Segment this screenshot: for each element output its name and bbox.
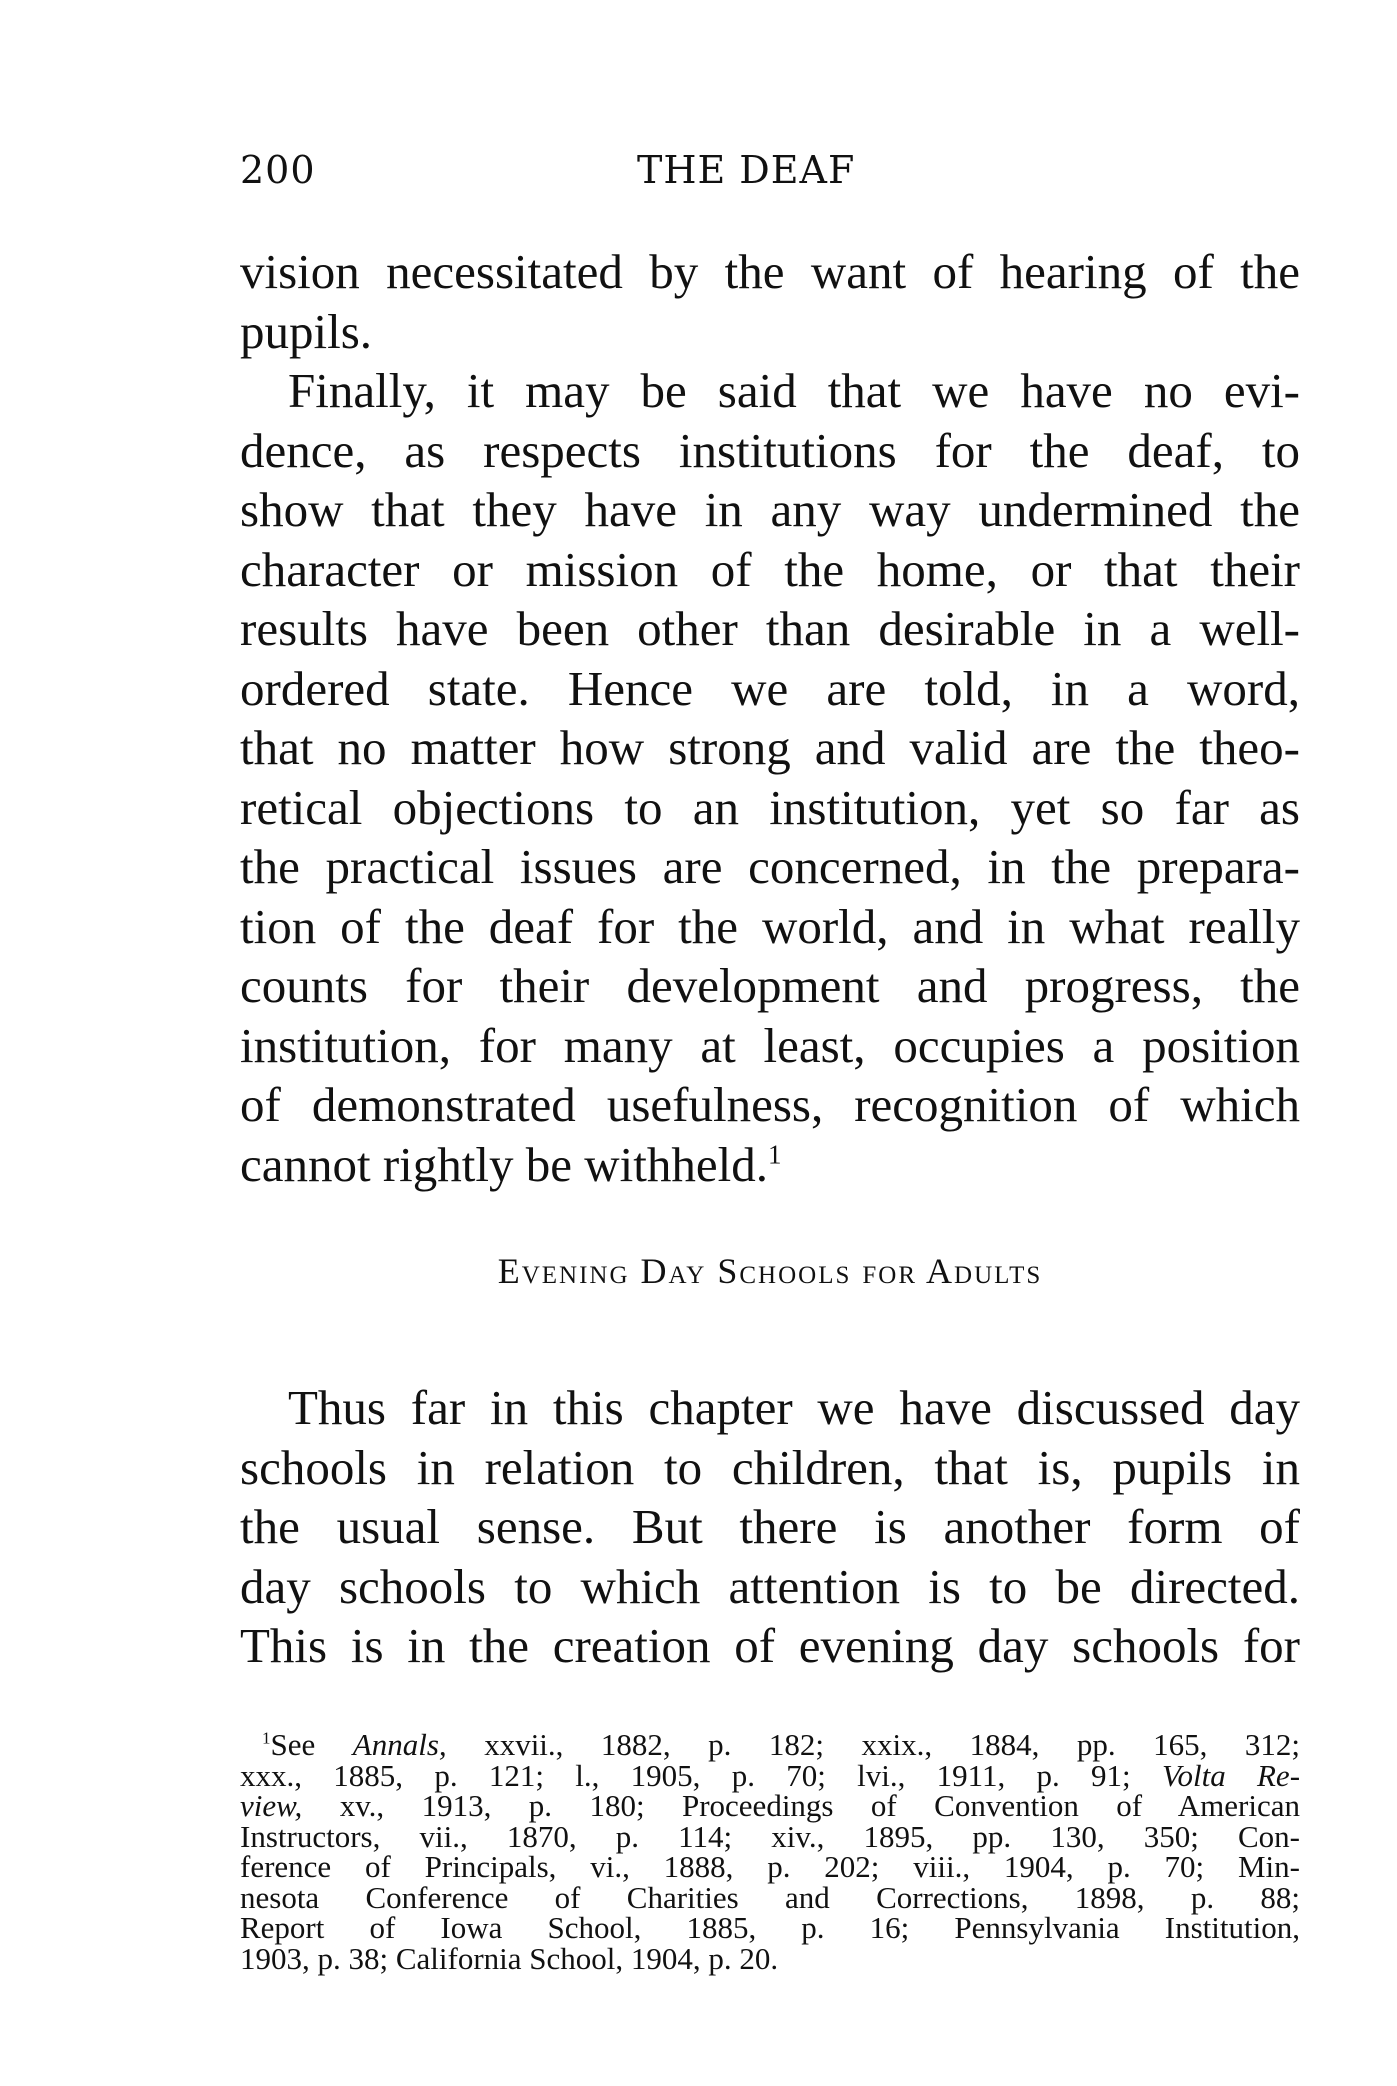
footnote — [240, 1727, 1301, 1976]
footnote-number: 1 — [262, 1728, 271, 1748]
text-line: dence, as respects institutions for the deaf, to — [240, 422, 1300, 478]
text-line: of demonstrated usefulness, recognition of which — [240, 1077, 1300, 1132]
text-line: pupils. — [240, 303, 373, 359]
body-paragraph-1 — [240, 242, 1300, 1194]
text-line: the usual sense. But there is another form of — [240, 1499, 1300, 1554]
footnote-line: Report of Iowa School, 1885, p. 16; Pennsylvania Institution, — [240, 1910, 1300, 1945]
body-paragraph-2 — [240, 1378, 1300, 1676]
text-line: institution, for many at least, occupies a position — [240, 1017, 1300, 1073]
text-line: schools in relation to children, that is, pupils in — [240, 1439, 1300, 1495]
footnote-line: nesota Conference of Charities and Corrections, 1898, p. 88; — [240, 1879, 1300, 1915]
footnote-text: xxx., 1885, p. 121; l., 1905, p. 70; lvi., 1911, p. 91; — [240, 1757, 1131, 1793]
text-line: show that they have in any way undermined the — [240, 482, 1300, 537]
text-line: results have been other than desirable in a well- — [240, 601, 1300, 656]
footnote-line: Instructors, vii., 1870, p. 114; xiv., 1895, pp. 130, 350; Con- — [240, 1818, 1300, 1854]
text-line: the practical issues are concerned, in the prepara- — [240, 839, 1300, 894]
footnote-text: xxvii., 1882, p. 182; xxix., 1884, pp. 165, 312; — [484, 1727, 1301, 1762]
footnote-see: See — [270, 1727, 316, 1762]
footnote-marker: 1 — [768, 1139, 782, 1170]
text-line: retical objections to an institution, yet so far as — [240, 779, 1300, 835]
text-line: counts for their development and progress, the — [240, 958, 1300, 1013]
footnote-annals: Annals, — [352, 1727, 447, 1762]
footnote-volta-cont: view, — [240, 1788, 303, 1823]
footnote-text: xv., 1913, p. 180; Proceedings of Convention of American — [339, 1788, 1300, 1823]
section-heading: Evening Day Schools for Adults — [497, 1251, 1043, 1291]
text-line: Finally, it may be said that we have no evi- — [288, 363, 1300, 418]
footnote-volta: Volta Re- — [1161, 1757, 1301, 1793]
text-line: day schools to which attention is to be directed. — [240, 1558, 1300, 1614]
text-line: vision necessitated by the want of hearing of the — [240, 244, 1300, 299]
footnote-line: 1903, p. 38; California School, 1904, p. 20. — [240, 1940, 779, 1976]
text-line: This is in the creation of evening day schools for — [240, 1618, 1300, 1673]
text-line: tion of the deaf for the world, and in what really — [240, 898, 1300, 954]
footnote-line — [240, 1727, 1301, 1762]
text-line: Thus far in this chapter we have discussed day — [288, 1380, 1300, 1435]
text-line-with-footnote — [240, 1135, 1300, 1195]
footnote-line — [240, 1757, 1301, 1793]
page-number: 200 — [240, 148, 316, 192]
text-line: character or mission of the home, or that their — [240, 541, 1300, 597]
footnote-line: ference of Principals, vi., 1888, p. 202; viii., 1904, p. 70; Min- — [240, 1849, 1300, 1884]
text-line-content: cannot rightly be withheld. — [240, 1136, 768, 1192]
footnote-line — [240, 1788, 1300, 1823]
text-line: ordered state. Hence we are told, in a word, — [240, 660, 1300, 716]
running-title: THE DEAF — [637, 148, 856, 192]
text-line: that no matter how strong and valid are the theo- — [240, 720, 1300, 775]
